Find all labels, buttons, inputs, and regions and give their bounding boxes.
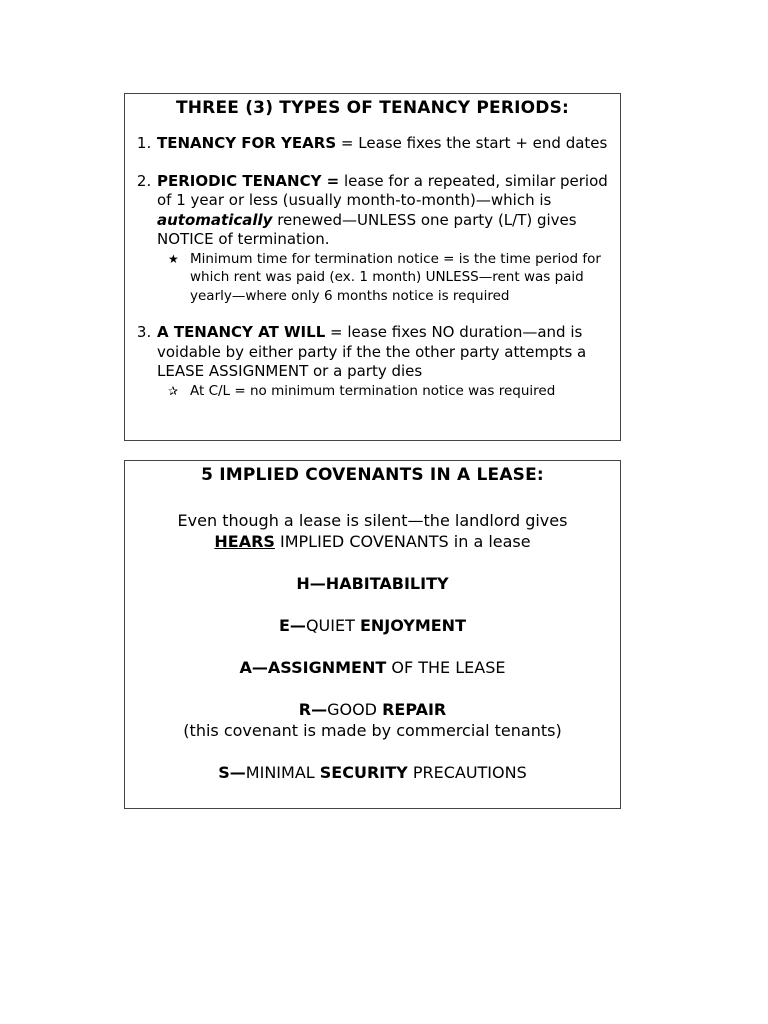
- covenant-letter: R—: [298, 700, 328, 719]
- covenant-post: OF THE LEASE: [386, 658, 506, 677]
- intro-line-1: Even though a lease is silent—the landlord gives: [177, 511, 568, 530]
- tenancy-periods-box: [124, 93, 621, 441]
- implied-covenants-box: [124, 460, 621, 809]
- covenant-assignment: [125, 657, 620, 678]
- covenant-key: ENJOYMENT: [359, 616, 466, 635]
- term: PERIODIC TENANCY =: [157, 171, 340, 190]
- intro-line-2: [125, 531, 620, 552]
- covenant-note: (this covenant is made by commercial tenants): [183, 721, 562, 740]
- sub-list: [157, 250, 620, 306]
- covenant-key: REPAIR: [382, 700, 447, 719]
- sub-text: Minimum time for termination notice = is the time period for which rent was paid (ex. 1 month) UNLESS—rent was paid yearly—where only 6 months notice is required: [190, 250, 601, 304]
- star-icon: ★: [168, 251, 179, 266]
- definition: = lease fixes NO duration—and is voidable by either party if the the other party attempts a LEASE ASSIGNMENT or a party dies: [157, 323, 587, 380]
- list-item-periodic-tenancy: [156, 172, 620, 306]
- tenancy-list: [125, 134, 620, 400]
- covenant-key: SECURITY: [319, 763, 408, 782]
- list-item-tenancy-at-will: [156, 323, 620, 400]
- definition: = Lease fixes the start + end dates: [336, 134, 608, 152]
- definition-end: renewed—UNLESS one party (L/T) gives NOTICE of termination.: [157, 210, 577, 248]
- covenant-key: ASSIGNMENT: [267, 658, 387, 677]
- sub-list-item: [168, 382, 620, 401]
- covenant-letter: A—: [239, 658, 268, 677]
- covenant-letter: S—: [218, 763, 246, 782]
- sub-text: At C/L = no minimum termination notice was required: [190, 382, 556, 399]
- covenant-pre: MINIMAL: [245, 763, 320, 782]
- definition-start: lease for a repeated, similar period of 1 year or less (usually month-to-month)—which is: [157, 171, 608, 209]
- covenant-key: HABITABILITY: [325, 574, 449, 593]
- outline-star-icon: ✰: [168, 383, 179, 398]
- sub-list: [157, 382, 620, 401]
- covenant-post: PRECAUTIONS: [407, 763, 527, 782]
- implied-covenants-title: 5 IMPLIED COVENANTS IN A LEASE:: [201, 465, 544, 485]
- term: TENANCY FOR YEARS: [157, 134, 337, 152]
- covenant-line: [125, 699, 620, 720]
- intro-rest: IMPLIED COVENANTS in a lease: [274, 532, 531, 551]
- covenant-letter: H—: [296, 574, 326, 593]
- term: A TENANCY AT WILL: [157, 323, 326, 341]
- tenancy-periods-title: THREE (3) TYPES OF TENANCY PERIODS:: [175, 98, 570, 118]
- covenant-letter: E—: [279, 616, 306, 635]
- acronym: HEARS: [214, 532, 275, 551]
- emphasis: automatically: [157, 210, 273, 229]
- covenant-quiet-enjoyment: [125, 615, 620, 636]
- covenant-security: [125, 762, 620, 783]
- covenant-good-repair: [125, 699, 620, 741]
- covenant-habitability: [125, 573, 620, 594]
- covenant-pre: QUIET: [305, 616, 360, 635]
- covenants-intro: [125, 510, 620, 552]
- sub-list-item: [168, 250, 620, 306]
- list-item-tenancy-for-years: [156, 134, 620, 154]
- covenant-pre: GOOD: [327, 700, 383, 719]
